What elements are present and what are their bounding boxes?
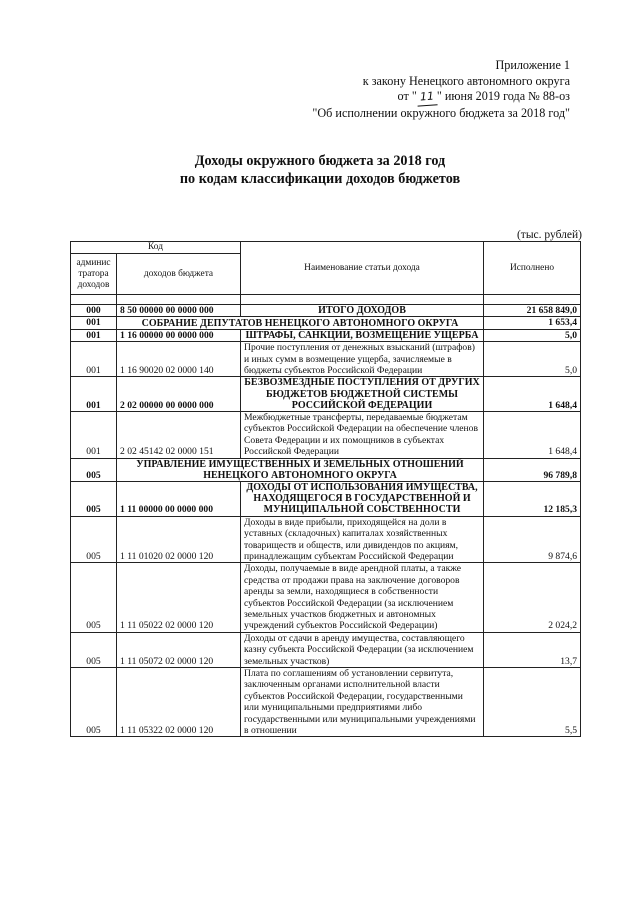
cell-name: Плата по соглашениям об установлении сервитута, заключенным органами исполнительной власти субъектов Российской Федерации, государственными или муниципальными предприятиями либо государственными или муниципальными учреждениями в отношении <box>241 667 484 736</box>
table-row <box>71 317 581 329</box>
cell-name: ШТРАФЫ, САНКЦИИ, ВОЗМЕЩЕНИЕ УЩЕРБА <box>241 329 484 341</box>
cell-code: 2 02 45142 02 0000 151 <box>117 412 241 459</box>
cell-code: 1 11 05072 02 0000 120 <box>117 632 241 667</box>
cell-sum: 5,5 <box>484 667 581 736</box>
cell-sum: 21 658 849,0 <box>484 305 581 317</box>
appendix-line-2: к закону Ненецкого автономного округа <box>362 73 570 88</box>
table-row <box>71 516 581 563</box>
cell-sum: 2 024,2 <box>484 563 581 632</box>
cell-code: 1 11 05022 02 0000 120 <box>117 563 241 632</box>
appendix-line-3 <box>312 89 570 106</box>
cell-code: 1 11 00000 00 0000 000 <box>117 482 241 517</box>
table-row <box>71 342 581 377</box>
title-line-1: Доходы окружного бюджета за 2018 год <box>194 153 446 169</box>
cell-sum: 9 874,6 <box>484 516 581 563</box>
table-row <box>71 458 581 481</box>
table-row <box>71 329 581 341</box>
spacer-row <box>71 295 581 305</box>
cell-admin: 005 <box>71 482 117 517</box>
cell-admin: 005 <box>71 516 117 563</box>
cell-admin: 001 <box>71 317 117 329</box>
table-row <box>71 632 581 667</box>
table-row <box>71 412 581 459</box>
header-admin: админис тратора доходов <box>71 254 117 295</box>
cell-code: 8 50 00000 00 0000 000 <box>117 305 241 317</box>
table-body <box>71 295 581 737</box>
handwritten-day: 11 <box>416 88 437 106</box>
cell-code: 1 11 05322 02 0000 120 <box>117 667 241 736</box>
appendix-line-4: "Об исполнении окружного бюджета за 2018 год" <box>312 105 570 120</box>
unit-label: (тыс. рублей) <box>516 229 582 241</box>
title-line-2: по кодам классификации доходов бюджетов <box>179 171 461 187</box>
header-code: Код <box>71 242 241 254</box>
cell-admin: 005 <box>71 632 117 667</box>
appendix-line-3-suffix: " июня 2019 года № 88-оз <box>436 89 570 103</box>
cell-admin: 001 <box>71 412 117 459</box>
cell-sum: 5,0 <box>484 342 581 377</box>
appendix-header <box>312 58 570 121</box>
cell-name: СОБРАНИЕ ДЕПУТАТОВ НЕНЕЦКОГО АВТОНОМНОГО ОКРУГА <box>117 317 484 329</box>
cell-code: 1 11 01020 02 0000 120 <box>117 516 241 563</box>
cell-sum: 1 653,4 <box>484 317 581 329</box>
cell-name: ИТОГО ДОХОДОВ <box>241 305 484 317</box>
cell-sum: 1 648,4 <box>484 377 581 412</box>
table-row <box>71 563 581 632</box>
cell-admin: 001 <box>71 377 117 412</box>
table-row <box>71 305 581 317</box>
header-executed: Исполнено <box>484 242 581 295</box>
cell-sum: 12 185,3 <box>484 482 581 517</box>
cell-code: 1 16 00000 00 0000 000 <box>117 329 241 341</box>
cell-name: Доходы в виде прибыли, приходящейся на доли в уставных (складочных) капиталах хозяйственных товариществ и обществ, или дивидендов по акциям, принадлежащим субъектам Российской Федерации <box>241 516 484 563</box>
header-income-code: доходов бюджета <box>117 254 241 295</box>
cell-name: Доходы от сдачи в аренду имущества, составляющего казну субъекта Российской Федерации (за исключением земельных участков) <box>241 632 484 667</box>
appendix-line-1: Приложение 1 <box>495 58 570 72</box>
table-row <box>71 377 581 412</box>
header-name: Наименование статьи дохода <box>241 242 484 295</box>
cell-admin: 005 <box>71 667 117 736</box>
cell-name: Прочие поступления от денежных взысканий (штрафов) и иных сумм в возмещение ущерба, зачисляемые в бюджеты субъектов Российской Федерации <box>241 342 484 377</box>
cell-admin: 001 <box>71 329 117 341</box>
cell-name: УПРАВЛЕНИЕ ИМУЩЕСТВЕННЫХ И ЗЕМЕЛЬНЫХ ОТНОШЕНИЙ НЕНЕЦКОГО АВТОНОМНОГО ОКРУГА <box>117 458 484 481</box>
cell-code: 1 16 90020 02 0000 140 <box>117 342 241 377</box>
cell-sum: 13,7 <box>484 632 581 667</box>
cell-admin: 000 <box>71 305 117 317</box>
appendix-line-3-prefix: от " <box>397 89 417 103</box>
cell-name: Межбюджетные трансферты, передаваемые бюджетам субъектов Российской Федерации на обеспечение членов Совета Федерации и их помощников в субъектах Российской Федерации <box>241 412 484 459</box>
cell-name: БЕЗВОЗМЕЗДНЫЕ ПОСТУПЛЕНИЯ ОТ ДРУГИХ БЮДЖЕТОВ БЮДЖЕТНОЙ СИСТЕМЫ РОССИЙСКОЙ ФЕДЕРАЦИИ <box>241 377 484 412</box>
cell-name: ДОХОДЫ ОТ ИСПОЛЬЗОВАНИЯ ИМУЩЕСТВА, НАХОДЯЩЕГОСЯ В ГОСУДАРСТВЕННОЙ И МУНИЦИПАЛЬНОЙ СОБСТВЕННОСТИ <box>241 482 484 517</box>
cell-admin: 005 <box>71 458 117 481</box>
document-title <box>0 152 640 188</box>
cell-code: 2 02 00000 00 0000 000 <box>117 377 241 412</box>
cell-admin: 001 <box>71 342 117 377</box>
cell-name: Доходы, получаемые в виде арендной платы, а также средства от продажи права на заключение договоров аренды за земли, находящиеся в собственности субъектов Российской Федерации (за исключением земельных участков бюджетных и автономных учреждений субъектов Российской Федерации) <box>241 563 484 632</box>
cell-admin: 005 <box>71 563 117 632</box>
income-table <box>70 241 581 737</box>
cell-sum: 1 648,4 <box>484 412 581 459</box>
table-row <box>71 667 581 736</box>
cell-sum: 96 789,8 <box>484 458 581 481</box>
cell-sum: 5,0 <box>484 329 581 341</box>
table-header <box>71 242 581 295</box>
table-row <box>71 482 581 517</box>
